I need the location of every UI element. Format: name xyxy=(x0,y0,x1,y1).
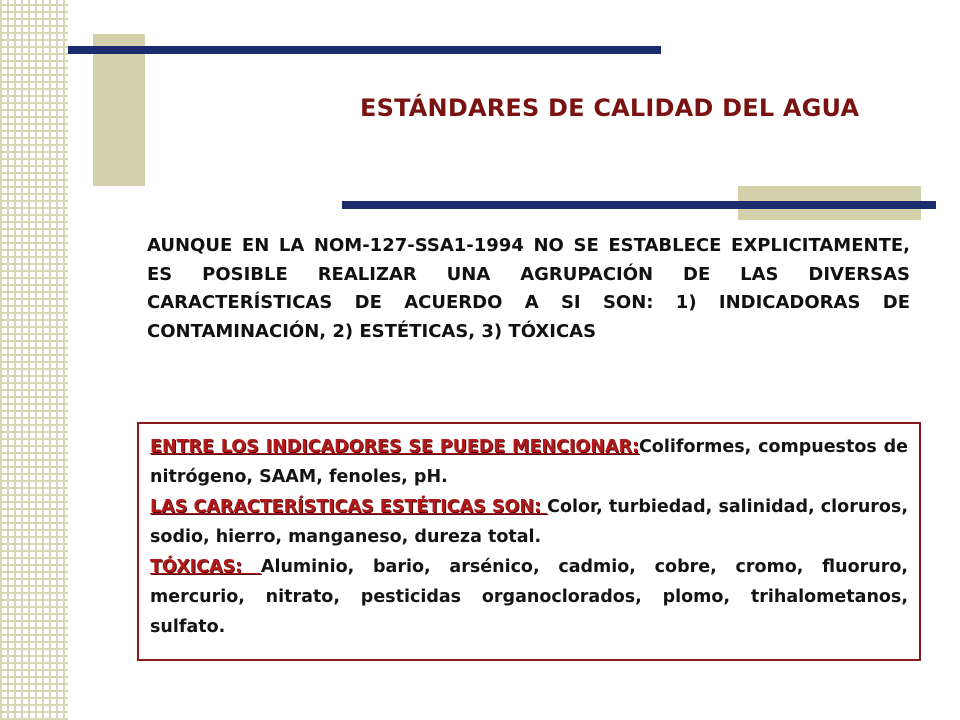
top-navy-bar xyxy=(68,46,661,54)
left-pattern-decoration xyxy=(0,0,68,720)
intro-paragraph: AUNQUE EN LA NOM-127-SSA1-1994 NO SE ESTABLECE EXPLICITAMENTE, ES POSIBLE REALIZAR UNA AGRUPACIÓN DE LAS DIVERSAS CARACTERÍSTICAS DE ACUERDO A SI SON: 1) INDICADORAS DE CONTAMINACIÓN, 2) ESTÉTICAS, 3) TÓXICAS xyxy=(147,235,910,342)
aesthetic-label: LAS CARACTERÍSTICAS ESTÉTICAS SON: xyxy=(150,497,548,517)
toxic-paragraph xyxy=(150,552,908,642)
top-tan-block xyxy=(93,34,145,186)
slide-title: ESTÁNDARES DE CALIDAD DEL AGUA xyxy=(360,94,860,122)
aesthetic-text: Color, turbiedad, salinidad, cloruros, sodio, hierro, manganeso, dureza total. xyxy=(150,497,908,547)
toxic-label: TÓXICAS: xyxy=(150,557,261,577)
indicators-label: ENTRE LOS INDICADORES SE PUEDE MENCIONAR: xyxy=(150,437,639,457)
toxic-text: Aluminio, bario, arsénico, cadmio, cobre, cromo, fluoruro, mercurio, nitrato, pesticidas organoclorados, plomo, trihalometanos, sulfato. xyxy=(150,557,908,637)
indicators-paragraph xyxy=(150,432,908,492)
characteristics-box xyxy=(137,422,921,661)
bottom-navy-bar xyxy=(342,201,936,209)
aesthetic-paragraph xyxy=(150,492,908,552)
indicators-text: Coliformes, compuestos de nitrógeno, SAAM, fenoles, pH. xyxy=(150,437,908,487)
